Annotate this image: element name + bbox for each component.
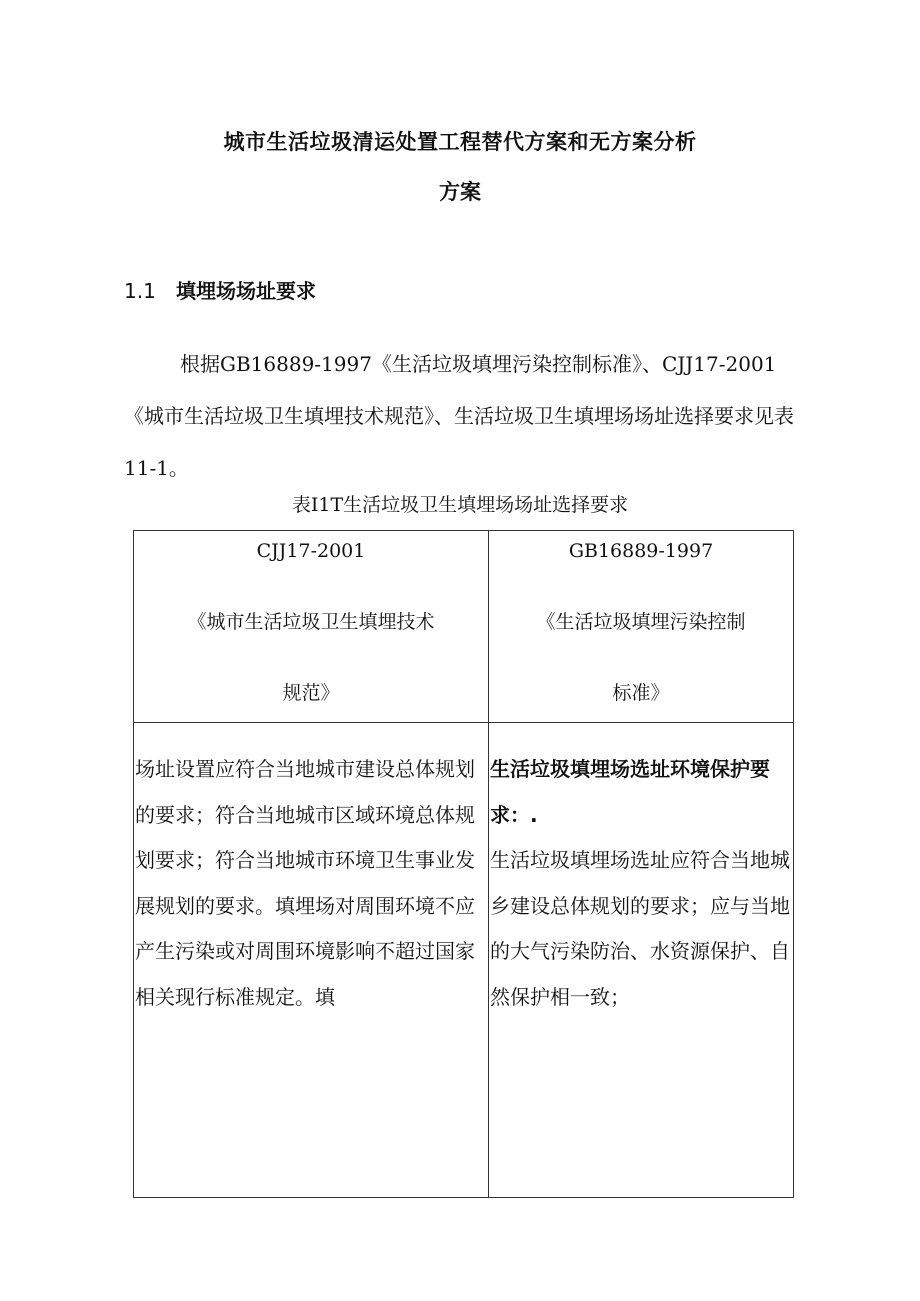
body-cell-gb: [489, 723, 794, 1198]
document-title-line1: 城市生活垃圾清运处置工程替代方案和无方案分析: [223, 130, 697, 154]
table-body-row: [134, 723, 794, 1198]
paragraph-text: 根据GB16889-1997《生活垃圾填埋污染控制标准》、CJJ17-2001《城市生活垃圾卫生填埋技术规范》、生活垃圾卫生填埋场场址选择要求见表11-1。: [124, 352, 794, 480]
header-gb-title: 《生活垃圾填埋污染控制: [536, 611, 746, 633]
body-cell-cjj: [134, 723, 489, 1198]
header-cell-cjj: [134, 531, 489, 723]
section-heading: [124, 275, 316, 304]
header-cjj-title: 《城市生活垃圾卫生填埋技术: [187, 611, 435, 633]
header-cjj-code: CJJ17-2001: [256, 540, 366, 562]
document-title-line2: 方案: [439, 180, 481, 204]
body-paragraph: [124, 338, 804, 494]
header-gb-title-cont: 标准》: [612, 682, 670, 704]
header-cell-gb: [489, 531, 794, 723]
header-cjj-title-cont: 规范》: [282, 682, 340, 704]
section-number: 1.1: [124, 279, 156, 303]
gb-requirements-heading: 生活垃圾填埋场选址环境保护要求：.: [490, 757, 770, 827]
section-title: 填埋场场址要求: [176, 279, 316, 303]
requirements-table: [133, 530, 794, 1198]
cjj-requirements-text: 场址设置应符合当地城市建设总体规划的要求；符合当地城市区域环境总体规划要求；符合当地城市环境卫生事业发展规划的要求。填埋场对周围环境不应产生污染或对周围环境影响不超过国家相关现行标准规定。填: [135, 757, 475, 1009]
table-header-row: [134, 531, 794, 723]
gb-requirements-text: 生活垃圾填埋场选址应符合当地城乡建设总体规划的要求；应与当地的大气污染防治、水资源保护、自然保护相一致；: [490, 848, 790, 1009]
header-gb-code: GB16889-1997: [568, 540, 714, 562]
table-caption: 表I1T生活垃圾卫生填埋场场址选择要求: [291, 494, 629, 516]
